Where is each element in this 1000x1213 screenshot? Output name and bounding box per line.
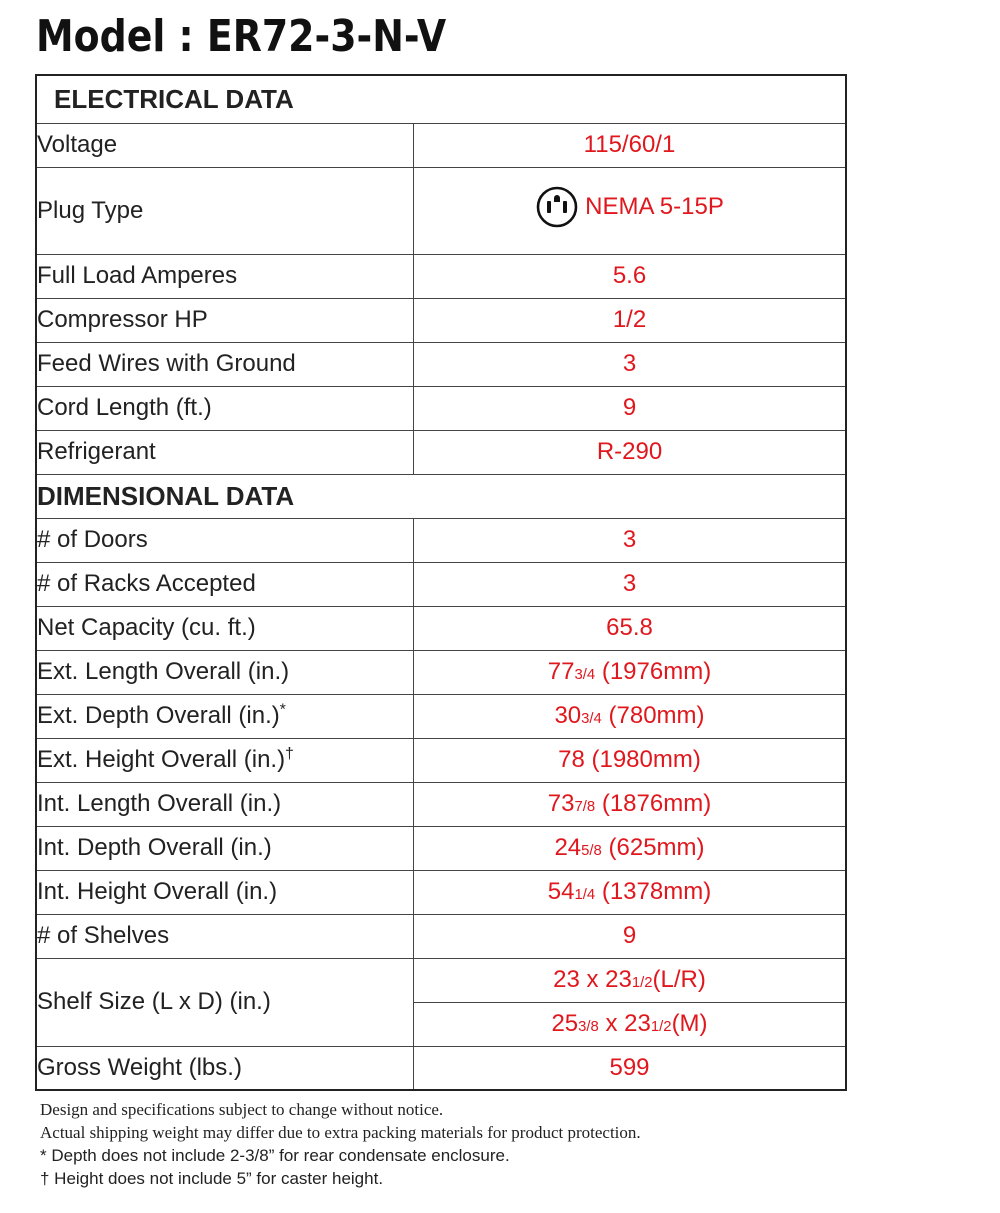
table-row (36, 958, 846, 1002)
note-height: † Height does not include 5” for caster height. (40, 1169, 384, 1188)
table-row (36, 123, 846, 167)
gross-weight-label: Gross Weight (lbs.) (36, 1046, 414, 1090)
dagger-mark: † (285, 745, 294, 763)
refrigerant-label: Refrigerant (36, 430, 414, 474)
int-height-label: Int. Height Overall (in.) (36, 870, 414, 914)
feed-wires-value: 3 (414, 342, 847, 386)
ext-height-label: Ext. Height Overall (in.)† (36, 738, 414, 782)
shelf-size-label: Shelf Size (L x D) (in.) (36, 958, 414, 1046)
racks-value: 3 (414, 562, 847, 606)
racks-label: # of Racks Accepted (36, 562, 414, 606)
int-depth-label: Int. Depth Overall (in.) (36, 826, 414, 870)
note-shipping-weight: Actual shipping weight may differ due to extra packing materials for product protection. (40, 1123, 641, 1142)
table-row (36, 342, 846, 386)
doors-value: 3 (414, 518, 847, 562)
nema-plug-icon (535, 185, 579, 229)
cord-length-label: Cord Length (ft.) (36, 386, 414, 430)
shelves-value: 9 (414, 914, 847, 958)
ext-depth-label: Ext. Depth Overall (in.)* (36, 694, 414, 738)
table-row (36, 650, 846, 694)
compressor-hp-value: 1/2 (414, 298, 847, 342)
doors-label: # of Doors (36, 518, 414, 562)
table-row (36, 254, 846, 298)
plug-type-label: Plug Type (36, 167, 414, 254)
table-row (36, 870, 846, 914)
feed-wires-label: Feed Wires with Ground (36, 342, 414, 386)
plug-type-value: NEMA 5-15P (585, 193, 724, 220)
plug-type-cell (414, 167, 847, 254)
net-capacity-label: Net Capacity (cu. ft.) (36, 606, 414, 650)
section-heading-dimensional: DIMENSIONAL DATA (36, 474, 846, 518)
table-row (36, 430, 846, 474)
ext-height-value: 78 (1980mm) (414, 738, 847, 782)
spec-table (35, 74, 847, 1091)
table-row (36, 826, 846, 870)
full-load-amperes-label: Full Load Amperes (36, 254, 414, 298)
table-row (36, 167, 846, 254)
ext-length-label: Ext. Length Overall (in.) (36, 650, 414, 694)
int-height-value: 541/4 (1378mm) (414, 870, 847, 914)
net-capacity-value: 65.8 (414, 606, 847, 650)
table-row (36, 738, 846, 782)
cord-length-value: 9 (414, 386, 847, 430)
int-length-label: Int. Length Overall (in.) (36, 782, 414, 826)
table-row (36, 386, 846, 430)
table-row (36, 694, 846, 738)
table-row (36, 606, 846, 650)
footnotes (40, 1098, 641, 1190)
voltage-value: 115/60/1 (414, 123, 847, 167)
ext-depth-value: 303/4 (780mm) (414, 694, 847, 738)
table-row (36, 518, 846, 562)
asterisk-mark: * (279, 701, 286, 719)
shelf-size-value-m: 253/8 x 231/2(M) (414, 1002, 847, 1046)
shelf-size-value-lr: 23 x 231/2(L/R) (414, 958, 847, 1002)
compressor-hp-label: Compressor HP (36, 298, 414, 342)
refrigerant-value: R-290 (414, 430, 847, 474)
section-heading-electrical: ELECTRICAL DATA (36, 75, 846, 123)
table-row (36, 914, 846, 958)
shelves-label: # of Shelves (36, 914, 414, 958)
table-row (36, 562, 846, 606)
table-row (36, 1046, 846, 1090)
voltage-label: Voltage (36, 123, 414, 167)
note-design-change: Design and specifications subject to change without notice. (40, 1100, 444, 1119)
note-depth: * Depth does not include 2-3/8” for rear condensate enclosure. (40, 1146, 510, 1165)
int-length-value: 737/8 (1876mm) (414, 782, 847, 826)
section-row-dimensional (36, 474, 846, 518)
page-title: Model : ER72-3-N-V (36, 11, 447, 62)
gross-weight-value: 599 (414, 1046, 847, 1090)
table-row (36, 782, 846, 826)
int-depth-value: 245/8 (625mm) (414, 826, 847, 870)
ext-length-value: 773/4 (1976mm) (414, 650, 847, 694)
full-load-amperes-value: 5.6 (414, 254, 847, 298)
section-row-electrical (36, 75, 846, 123)
table-row (36, 298, 846, 342)
